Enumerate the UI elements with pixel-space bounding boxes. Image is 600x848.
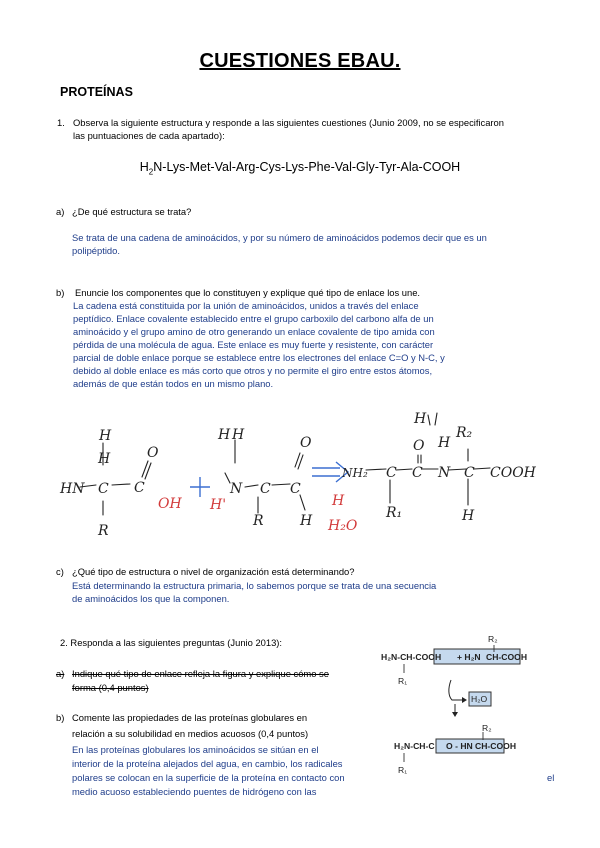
- sketch-right-c1: C: [386, 465, 397, 481]
- figure-bot-box-text: O - HN: [446, 741, 473, 751]
- sketch-red-h2: H: [332, 493, 345, 509]
- qc-answer-line2: de aminoácidos los que la componen.: [72, 593, 230, 604]
- qa-answer-line2: polipéptido.: [72, 245, 120, 256]
- sketch-left-h-top: H: [99, 428, 112, 444]
- sketch-mid-c2: C: [290, 481, 301, 497]
- q2a-label: a): [56, 668, 65, 679]
- sketch-right-h-extra: H: [414, 411, 427, 427]
- figure-top-left: H₂N-CH-COOH: [381, 652, 442, 662]
- formula-prefix: H: [139, 160, 149, 174]
- qb-answer-line5: parcial de doble enlace porque se establece entre los electrones del enlace C=O y N-C, y: [73, 352, 445, 363]
- figure-bot-left: H₂N-CH-C: [394, 741, 435, 751]
- page-title: CUESTIONES EBAU.: [199, 50, 401, 72]
- sketch-right-c3: C: [464, 465, 475, 481]
- peptide-bond-figure: [380, 628, 552, 780]
- sketch-right-h-top: H: [438, 435, 451, 451]
- q2b-line2: relación a su solubilidad en medios acuosos (0,4 puntos): [72, 728, 309, 739]
- qb-answer-line3: aminoácido y el grupo amino de otro generando un enlace covalente de tipo amida con: [73, 326, 435, 337]
- sketch-left-hn: HN: [60, 481, 85, 497]
- formula-rest: N-Lys-Met-Val-Arg-Cys-Lys-Phe-Val-Gly-Tyr-Ala-COOH: [153, 160, 461, 174]
- qa-answer-line1: Se trata de una cadena de aminoácidos, y por su número de aminoácidos podemos decir que es un: [72, 232, 487, 243]
- sketch-left-c-alpha: C: [98, 481, 109, 497]
- q1-text-line2: las puntuaciones de cada apartado):: [73, 130, 225, 141]
- sketch-right-o: O: [413, 438, 425, 454]
- sketch-mid-r: R: [253, 513, 264, 529]
- figure-top-right: CH-COOH: [486, 652, 528, 662]
- figure-bot-r1: R₁: [398, 765, 408, 775]
- q2b-answer-line4: medio acuoso estableciendo puentes de hidrógeno con las: [72, 786, 317, 797]
- qb-label: b): [56, 287, 65, 298]
- sketch-left-r: R: [98, 523, 109, 539]
- formula-sub: 2: [148, 167, 154, 177]
- q2b-line1: Comente las propiedades de las proteínas globulares en: [72, 712, 308, 723]
- q2b-answer-line2: interior de la proteína alejados del agua, en cambio, los radicales: [72, 758, 343, 769]
- q2b-answer-trailing: el: [547, 772, 555, 783]
- qb-answer-line1: La cadena está constituida por la unión de aminoácidos, unidos a través del enlace: [73, 300, 419, 311]
- peptide-formula: [0, 160, 600, 177]
- sketch-right-r1: R₁: [386, 505, 403, 521]
- sketch-mid-n: N: [230, 481, 243, 497]
- qb-answer-line4: pérdida de una molécula de agua. Este enlace es muy fuerte y resistente, con carácter: [73, 339, 434, 350]
- qb-question: Enuncie los componentes que lo constituyen y explique qué tipo de enlace los une.: [75, 287, 421, 298]
- q2a-line2: forma (0,4 puntos): [72, 682, 149, 693]
- sketch-mid-h-bottom: H: [300, 513, 313, 529]
- qa-label: a): [56, 206, 65, 217]
- sketch-left-c-carboxyl: C: [134, 480, 145, 496]
- sketch-left-o: O: [147, 445, 159, 461]
- sketch-mid-h1: H: [218, 427, 231, 443]
- sketch-mid-h2: H: [232, 427, 245, 443]
- figure-top-r2: R₂: [488, 634, 498, 644]
- handwritten-peptide-sketch: [50, 405, 540, 550]
- q2b-answer-line3: polares se colocan en la superficie de la proteína en contacto con: [72, 772, 345, 783]
- section-heading: PROTEÍNAS: [60, 85, 133, 99]
- figure-bot-r2: R₂: [482, 723, 492, 733]
- sketch-left-h: H: [98, 451, 111, 467]
- q1-text-line1: Observa la siguiente estructura y responde a las siguientes cuestiones (Junio 2009, no se especificaron: [73, 117, 504, 128]
- q2a-line1: Indique qué tipo de enlace refleja la figura y explique cómo se: [72, 668, 329, 679]
- qb-answer-line2: peptídico. Enlace covalente establecido entre el grupo carboxilo del carbono alfa de un: [73, 313, 434, 324]
- q2b-answer-line1: En las proteínas globulares los aminoácidos se sitúan en el: [72, 744, 319, 755]
- q2b-label: b): [56, 712, 65, 723]
- sketch-right-n: N: [438, 465, 451, 481]
- figure-top-r1: R₁: [398, 676, 408, 686]
- sketch-mid-c: C: [260, 481, 271, 497]
- qb-answer-line6: debido al doble enlace es más corto que otros y no permite el giro entre estos átomos,: [73, 365, 433, 376]
- qc-label: c): [56, 566, 64, 577]
- sketch-red-water: H₂O: [328, 518, 358, 534]
- figure-water: H₂O: [471, 694, 488, 704]
- sketch-right-c2: C: [412, 465, 423, 481]
- q2-text: 2. Responda a las siguientes preguntas (Junio 2013):: [60, 637, 283, 648]
- qa-question: ¿De qué estructura se trata?: [72, 206, 192, 217]
- qb-answer-line7: además de que están todos en un mismo plano.: [73, 378, 274, 389]
- q1-number: 1.: [57, 117, 65, 128]
- qc-question: ¿Qué tipo de estructura o nivel de organización está determinando?: [72, 566, 355, 577]
- figure-top-box-text: + H₂N: [457, 652, 481, 662]
- qc-answer-line1: Está determinando la estructura primaria, lo sabemos porque se trata de una secuencia: [72, 580, 437, 591]
- sketch-right-nh2: NH₂: [342, 466, 368, 480]
- sketch-right-h-bottom: H: [462, 508, 475, 524]
- figure-bot-right: CH-COOH: [475, 741, 517, 751]
- sketch-mid-o: O: [300, 435, 312, 451]
- sketch-right-r2: R₂: [456, 425, 473, 441]
- sketch-red-oh: OH: [158, 496, 182, 512]
- sketch-red-h: H': [210, 497, 227, 513]
- sketch-right-cooh: COOH: [490, 465, 536, 481]
